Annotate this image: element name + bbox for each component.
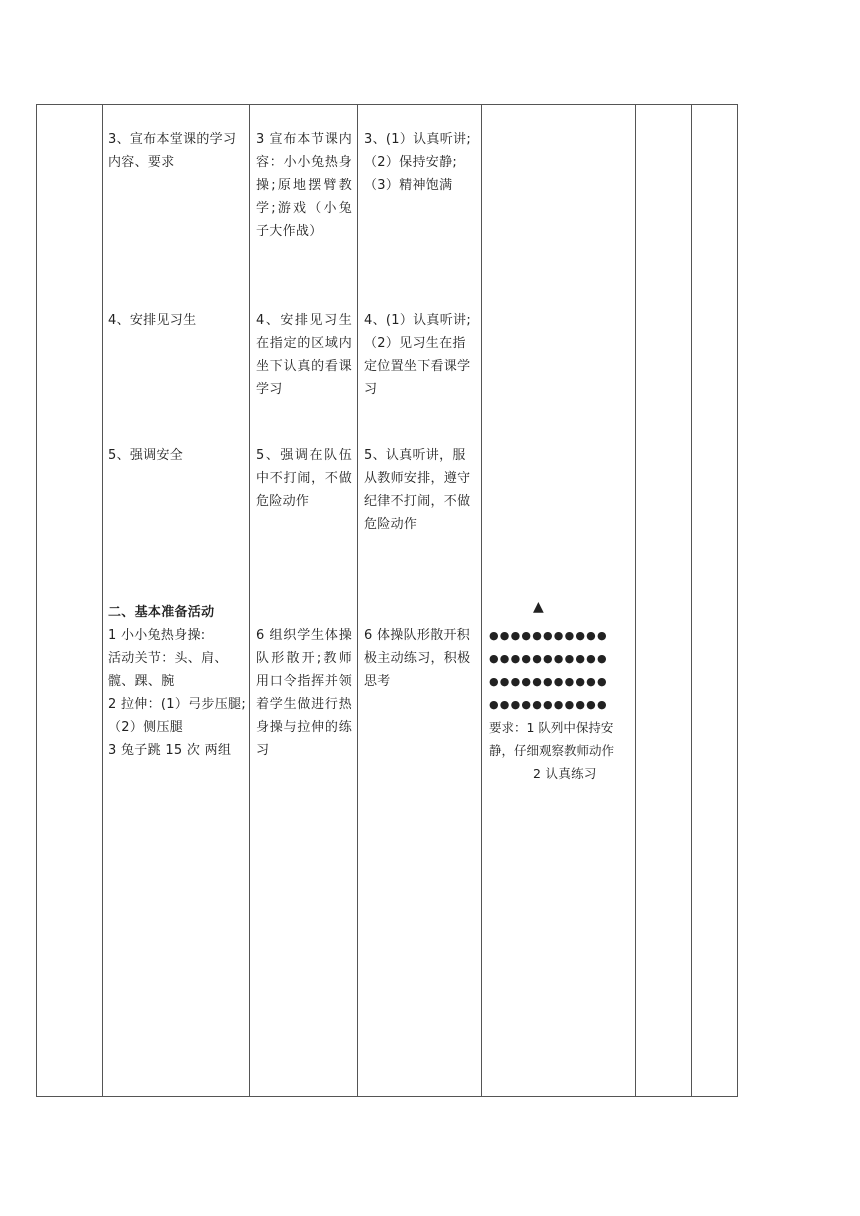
row2-student: 4、(1）认真听讲; （2）见习生在指定位置坐下看课学习 <box>364 313 471 397</box>
row1-student: 3、(1）认真听讲; （2）保持安静; （3）精神饱满 <box>364 132 471 193</box>
formation-requirement-2: 2 认真练习 <box>533 766 597 781</box>
section2-heading: 二、基本准备活动 <box>108 605 215 620</box>
formation-row: ●●●●●●●●●●● <box>489 652 608 665</box>
teacher-triangle-icon: ▲ <box>533 599 544 615</box>
column-divider <box>691 105 692 1096</box>
column-divider <box>481 105 482 1096</box>
formation-row: ●●●●●●●●●●● <box>489 675 608 688</box>
column-divider <box>635 105 636 1096</box>
row3-teacher: 5、强调在队伍中不打闹，不做危险动作 <box>256 448 352 509</box>
row1-content: 3、宣布本堂课的学习内容、要求 <box>108 132 237 170</box>
row1-teacher: 3 宣布本节课内容：小小兔热身操;原地摆臂教学;游戏（小兔子大作战） <box>256 132 352 239</box>
lesson-plan-table <box>36 104 738 1097</box>
column-divider <box>102 105 103 1096</box>
formation-requirement-1: 要求：1 队列中保持安静，仔细观察教师动作 <box>489 720 615 758</box>
row2-content: 4、安排见习生 <box>108 313 197 328</box>
row3-student: 5、认真听讲，服从教师安排，遵守纪律不打闹，不做危险动作 <box>364 448 471 532</box>
formation-row: ●●●●●●●●●●● <box>489 698 608 711</box>
section2-content: 1 小小兔热身操: 活动关节：头、肩、髋、踝、腕 2 拉伸：(1）弓步压腿;（2）侧压腿 3 兔子跳 15 次 两组 <box>108 628 247 758</box>
column-divider <box>357 105 358 1096</box>
section2-teacher: 6 组织学生体操队形散开;教师用口令指挥并领着学生做进行热身操与拉伸的练习 <box>256 628 352 758</box>
column-divider <box>249 105 250 1096</box>
row3-content: 5、强调安全 <box>108 448 184 463</box>
section2-student: 6 体操队形散开积极主动练习，积极思考 <box>364 628 471 689</box>
formation-row: ●●●●●●●●●●● <box>489 629 608 642</box>
row2-teacher: 4、安排见习生在指定的区域内坐下认真的看课学习 <box>256 313 352 397</box>
